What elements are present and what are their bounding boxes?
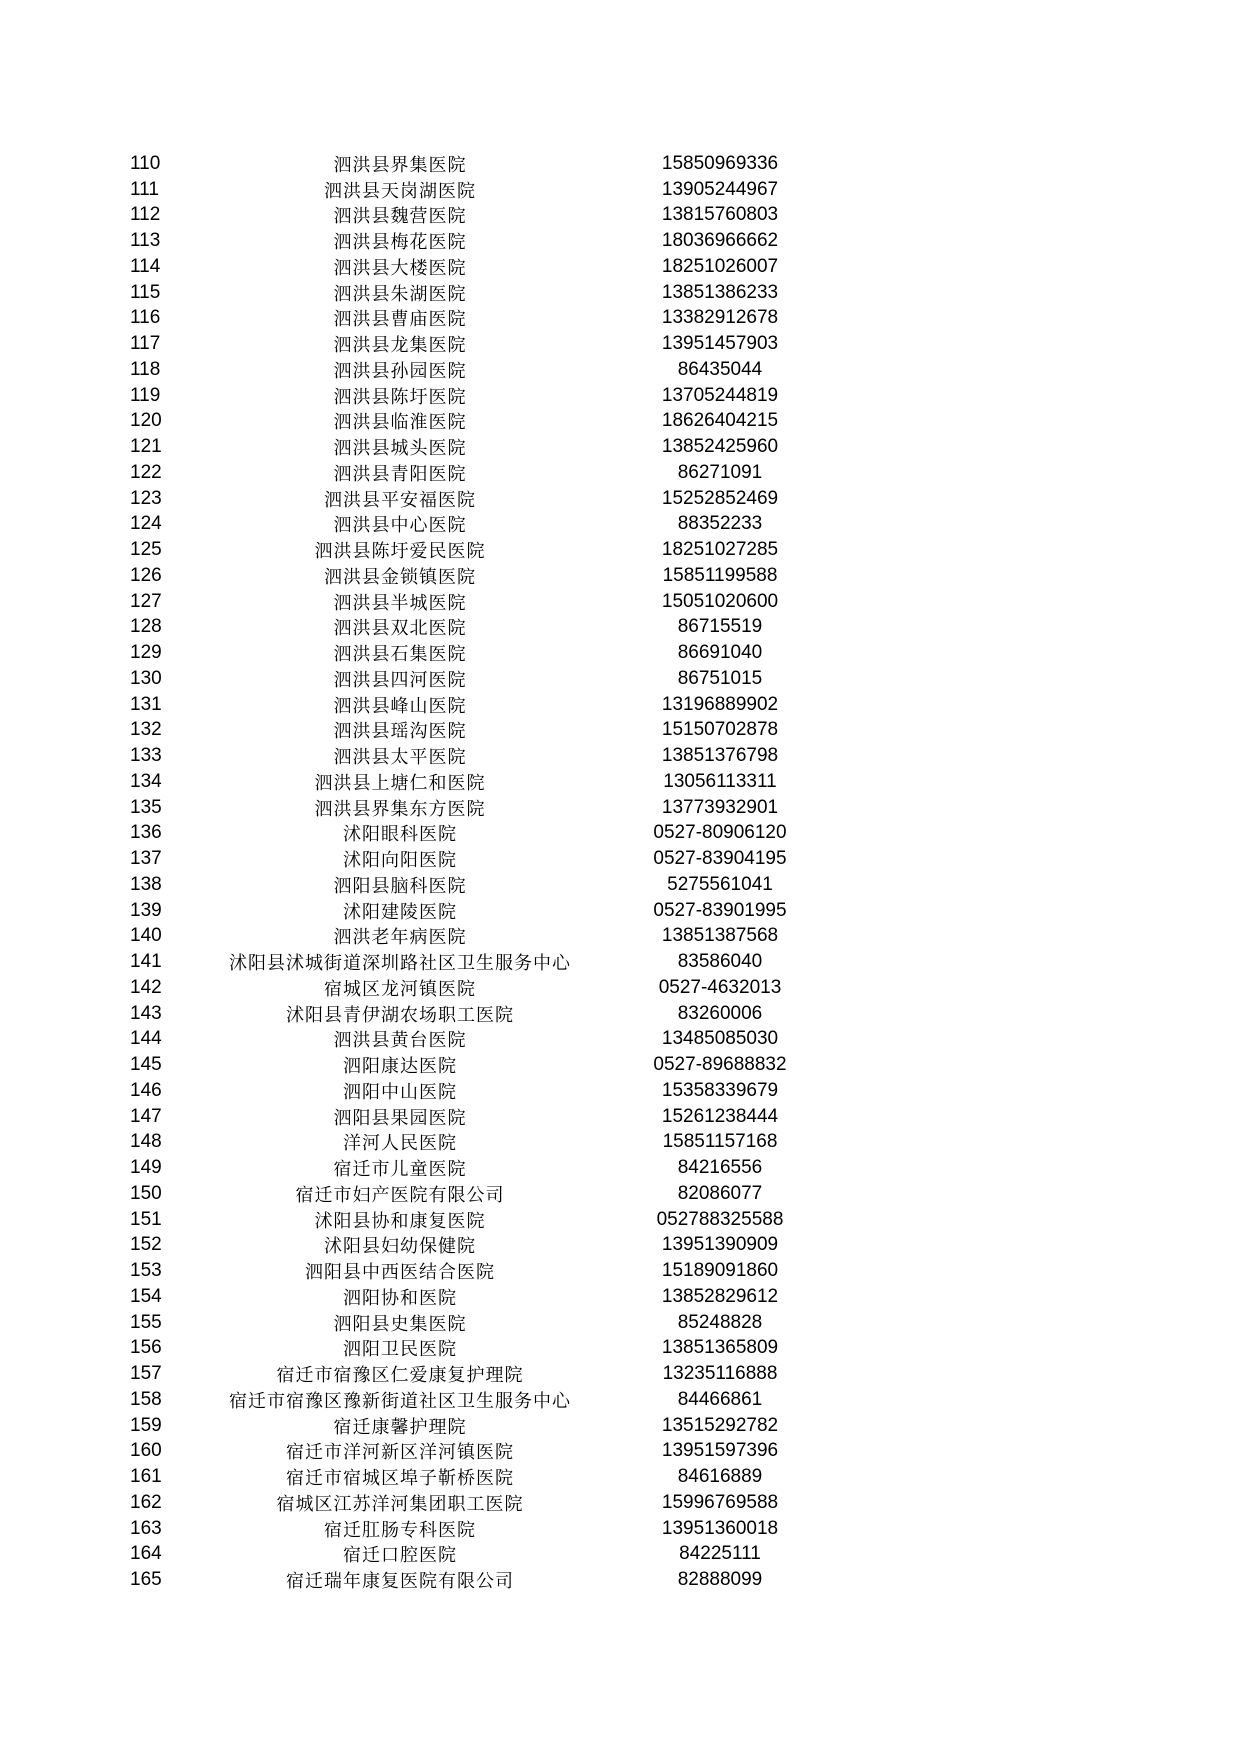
row-number: 140 xyxy=(130,925,162,947)
phone-number: 13056113311 xyxy=(663,770,777,792)
row-number: 153 xyxy=(130,1260,162,1282)
table-row xyxy=(130,1310,850,1336)
phone-number: 15850969336 xyxy=(661,152,779,174)
table-row xyxy=(130,949,850,975)
phone-number: 0527-89688832 xyxy=(653,1054,787,1076)
phone-number: 13515292782 xyxy=(661,1414,779,1436)
row-number: 155 xyxy=(130,1311,162,1333)
table-row xyxy=(130,975,850,1001)
hospital-name: 泗洪县曹庙医院 xyxy=(333,309,467,331)
row-number: 113 xyxy=(130,230,161,252)
row-number: 115 xyxy=(130,281,161,303)
phone-number: 13485085030 xyxy=(661,1028,779,1050)
phone-number: 13905244967 xyxy=(661,178,779,200)
row-number: 154 xyxy=(130,1285,162,1307)
phone-number: 18036966662 xyxy=(661,230,779,252)
phone-number: 83260006 xyxy=(677,1002,763,1024)
row-number: 125 xyxy=(130,539,162,561)
phone-number: 15358339679 xyxy=(661,1079,779,1101)
table-row xyxy=(130,718,850,744)
table-row xyxy=(130,1130,850,1156)
phone-number: 82888099 xyxy=(677,1569,763,1591)
table-row xyxy=(130,743,850,769)
phone-number: 18251027285 xyxy=(661,539,779,561)
hospital-name: 泗洪县界集医院 xyxy=(333,154,467,176)
hospital-name: 泗阳协和医院 xyxy=(343,1287,457,1309)
hospital-name: 宿迁市宿城区埠子靳桥医院 xyxy=(286,1468,514,1490)
hospital-name: 泗洪县太平医院 xyxy=(333,747,467,769)
hospital-name: 泗阳中山医院 xyxy=(343,1081,457,1103)
phone-number: 15851199588 xyxy=(662,564,778,586)
table-row xyxy=(130,203,850,229)
hospital-name: 洋河人民医院 xyxy=(343,1133,457,1155)
phone-number: 13773932901 xyxy=(661,796,779,818)
table-row xyxy=(130,846,850,872)
table-row xyxy=(130,1078,850,1104)
row-number: 126 xyxy=(130,564,162,586)
row-number: 160 xyxy=(130,1440,162,1462)
table-row xyxy=(130,1413,850,1439)
hospital-name: 宿迁口腔医院 xyxy=(343,1545,457,1567)
hospital-name: 沭阳向阳医院 xyxy=(343,850,457,872)
row-number: 144 xyxy=(130,1028,162,1050)
hospital-name: 泗洪县大楼医院 xyxy=(333,257,467,279)
row-number: 161 xyxy=(130,1466,162,1488)
table-row xyxy=(130,821,850,847)
hospital-name: 宿迁市儿童医院 xyxy=(333,1159,467,1181)
row-number: 114 xyxy=(130,255,161,277)
hospital-name: 宿迁康馨护理院 xyxy=(333,1416,467,1438)
row-number: 133 xyxy=(130,745,162,767)
row-number: 158 xyxy=(130,1388,162,1410)
table-row xyxy=(130,434,850,460)
table-row xyxy=(130,1233,850,1259)
table-row xyxy=(130,1464,850,1490)
phone-number: 0527-80906120 xyxy=(653,822,787,844)
hospital-name: 宿迁市宿豫区仁爱康复护理院 xyxy=(276,1365,524,1387)
row-number: 122 xyxy=(130,461,162,483)
table-row xyxy=(130,357,850,383)
row-number: 143 xyxy=(130,1002,162,1024)
hospital-name: 泗洪县峰山医院 xyxy=(333,695,467,717)
row-number: 112 xyxy=(130,204,161,226)
hospital-name: 泗洪县龙集医院 xyxy=(333,335,467,357)
row-number: 123 xyxy=(130,487,162,509)
phone-number: 15150702878 xyxy=(661,719,779,741)
phone-number: 13852425960 xyxy=(661,436,779,458)
hospital-name: 泗洪县青阳医院 xyxy=(333,463,467,485)
row-number: 117 xyxy=(130,333,161,355)
table-row xyxy=(130,1542,850,1568)
hospital-name: 泗洪县上塘仁和医院 xyxy=(314,772,486,794)
table-row xyxy=(130,383,850,409)
hospital-name: 泗洪县魏营医院 xyxy=(333,206,467,228)
table-row xyxy=(130,666,850,692)
table-row xyxy=(130,589,850,615)
row-number: 146 xyxy=(130,1079,162,1101)
row-number: 142 xyxy=(130,976,162,998)
table-row xyxy=(130,1181,850,1207)
phone-number: 13851376798 xyxy=(661,745,779,767)
table-row xyxy=(130,795,850,821)
hospital-name: 泗洪县陈圩医院 xyxy=(333,386,467,408)
row-number: 150 xyxy=(130,1182,162,1204)
phone-number: 88352233 xyxy=(677,513,763,535)
table-row xyxy=(130,151,850,177)
table-row xyxy=(130,1361,850,1387)
phone-number: 052788325588 xyxy=(656,1208,784,1230)
hospital-name: 泗洪县城头医院 xyxy=(333,438,467,460)
phone-number: 5275561041 xyxy=(667,873,773,895)
hospital-name: 泗洪县梅花医院 xyxy=(333,232,467,254)
phone-number: 13382912678 xyxy=(661,307,779,329)
phone-number: 13815760803 xyxy=(661,204,779,226)
row-number: 137 xyxy=(130,848,162,870)
table-row xyxy=(130,254,850,280)
phone-number: 13851386233 xyxy=(661,281,779,303)
table-row xyxy=(130,537,850,563)
row-number: 116 xyxy=(130,307,161,329)
hospital-name: 沭阳眼科医院 xyxy=(343,824,457,846)
hospital-name: 沭阳县协和康复医院 xyxy=(314,1210,486,1232)
phone-number: 86271091 xyxy=(677,461,763,483)
row-number: 121 xyxy=(130,436,162,458)
table-row xyxy=(130,460,850,486)
phone-number: 84466861 xyxy=(677,1388,763,1410)
phone-number: 86691040 xyxy=(677,642,763,664)
phone-number: 84216556 xyxy=(677,1157,763,1179)
table-row xyxy=(130,563,850,589)
row-number: 149 xyxy=(130,1157,162,1179)
table-row xyxy=(130,1207,850,1233)
table-row xyxy=(130,1516,850,1542)
table-row xyxy=(130,331,850,357)
hospital-name: 宿迁瑞年康复医院有限公司 xyxy=(286,1571,514,1593)
hospital-name: 泗阳康达医院 xyxy=(343,1056,457,1078)
row-number: 129 xyxy=(130,642,162,664)
table-row xyxy=(130,1104,850,1130)
table-row xyxy=(130,1567,850,1593)
hospital-name: 沭阳县青伊湖农场职工医院 xyxy=(286,1004,514,1026)
phone-number: 13235116888 xyxy=(662,1363,778,1385)
table-row xyxy=(130,872,850,898)
row-number: 165 xyxy=(130,1569,162,1591)
row-number: 163 xyxy=(130,1517,162,1539)
phone-number: 86715519 xyxy=(677,616,763,638)
row-number: 152 xyxy=(130,1234,162,1256)
phone-number: 15051020600 xyxy=(661,590,779,612)
hospital-name: 泗洪县瑶沟医院 xyxy=(333,721,467,743)
row-number: 127 xyxy=(130,590,162,612)
row-number: 157 xyxy=(130,1363,162,1385)
row-number: 156 xyxy=(130,1337,162,1359)
phone-number: 0527-4632013 xyxy=(658,976,782,998)
hospital-name: 宿迁市妇产医院有限公司 xyxy=(295,1184,505,1206)
row-number: 138 xyxy=(130,873,162,895)
phone-number: 13852829612 xyxy=(661,1285,779,1307)
row-number: 120 xyxy=(130,410,162,432)
hospital-name: 泗洪县双北医院 xyxy=(333,618,467,640)
table-row xyxy=(130,924,850,950)
row-number: 139 xyxy=(130,899,162,921)
table-row xyxy=(130,1001,850,1027)
table-row xyxy=(130,1052,850,1078)
phone-number: 84225111 xyxy=(679,1543,761,1565)
hospital-table xyxy=(130,151,850,1593)
row-number: 147 xyxy=(130,1105,162,1127)
row-number: 151 xyxy=(130,1208,162,1230)
hospital-name: 沭阳建陵医院 xyxy=(343,901,457,923)
table-row xyxy=(130,1284,850,1310)
hospital-name: 泗洪县半城医院 xyxy=(333,592,467,614)
hospital-name: 泗洪县临淮医院 xyxy=(333,412,467,434)
hospital-name: 沭阳县沭城街道深圳路社区卫生服务中心 xyxy=(229,953,571,975)
row-number: 130 xyxy=(130,667,162,689)
table-row xyxy=(130,1387,850,1413)
row-number: 136 xyxy=(130,822,162,844)
phone-number: 13851387568 xyxy=(661,925,779,947)
row-number: 132 xyxy=(130,719,162,741)
table-row xyxy=(130,769,850,795)
phone-number: 18251026007 xyxy=(661,255,779,277)
phone-number: 15996769588 xyxy=(661,1491,779,1513)
table-row xyxy=(130,898,850,924)
table-row xyxy=(130,640,850,666)
hospital-name: 宿迁肛肠专科医院 xyxy=(324,1519,476,1541)
phone-number: 84616889 xyxy=(677,1466,763,1488)
phone-number: 13851365809 xyxy=(661,1337,779,1359)
row-number: 135 xyxy=(130,796,162,818)
phone-number: 0527-83901995 xyxy=(653,899,787,921)
row-number: 141 xyxy=(130,951,162,973)
hospital-name: 泗阳卫民医院 xyxy=(343,1339,457,1361)
hospital-name: 泗阳县果园医院 xyxy=(333,1107,467,1129)
hospital-name: 泗洪老年病医院 xyxy=(333,927,467,949)
table-row xyxy=(130,280,850,306)
hospital-name: 宿迁市宿豫区豫新街道社区卫生服务中心 xyxy=(229,1390,571,1412)
phone-number: 85248828 xyxy=(677,1311,763,1333)
phone-number: 13951457903 xyxy=(661,333,779,355)
phone-number: 13951597396 xyxy=(661,1440,779,1462)
row-number: 162 xyxy=(130,1491,162,1513)
hospital-name: 宿城区江苏洋河集团职工医院 xyxy=(276,1493,524,1515)
table-row xyxy=(130,409,850,435)
row-number: 111 xyxy=(130,178,159,200)
row-number: 128 xyxy=(130,616,162,638)
row-number: 110 xyxy=(130,152,161,174)
hospital-name: 泗洪县陈圩爱民医院 xyxy=(314,541,486,563)
table-row xyxy=(130,306,850,332)
hospital-name: 泗洪县中心医院 xyxy=(333,515,467,537)
phone-number: 18626404215 xyxy=(661,410,779,432)
phone-number: 0527-83904195 xyxy=(653,848,787,870)
row-number: 134 xyxy=(130,770,162,792)
phone-number: 82086077 xyxy=(677,1182,763,1204)
hospital-name: 泗洪县黄台医院 xyxy=(333,1030,467,1052)
phone-number: 86751015 xyxy=(677,667,763,689)
table-row xyxy=(130,1439,850,1465)
table-row xyxy=(130,228,850,254)
phone-number: 15252852469 xyxy=(661,487,779,509)
table-row xyxy=(130,692,850,718)
hospital-name: 泗阳县史集医院 xyxy=(333,1313,467,1335)
phone-number: 86435044 xyxy=(677,358,763,380)
hospital-name: 泗洪县平安福医院 xyxy=(324,489,476,511)
hospital-name: 泗洪县石集医院 xyxy=(333,644,467,666)
hospital-name: 泗阳县中西医结合医院 xyxy=(305,1262,495,1284)
phone-number: 15189091860 xyxy=(661,1260,779,1282)
hospital-name: 泗洪县金锁镇医院 xyxy=(324,566,476,588)
hospital-name: 沭阳县妇幼保健院 xyxy=(324,1236,476,1258)
table-row xyxy=(130,615,850,641)
phone-number: 15261238444 xyxy=(661,1105,779,1127)
row-number: 145 xyxy=(130,1054,162,1076)
phone-number: 13196889902 xyxy=(661,693,779,715)
hospital-name: 泗洪县孙园医院 xyxy=(333,360,467,382)
table-row xyxy=(130,1258,850,1284)
row-number: 164 xyxy=(130,1543,162,1565)
hospital-name: 泗洪县天岗湖医院 xyxy=(324,180,476,202)
row-number: 148 xyxy=(130,1131,162,1153)
hospital-name: 泗阳县脑科医院 xyxy=(333,875,467,897)
hospital-name: 宿迁市洋河新区洋河镇医院 xyxy=(286,1442,514,1464)
table-row xyxy=(130,1155,850,1181)
phone-number: 13951390909 xyxy=(661,1234,779,1256)
row-number: 119 xyxy=(130,384,161,406)
hospital-name: 宿城区龙河镇医院 xyxy=(324,978,476,1000)
phone-number: 13705244819 xyxy=(661,384,779,406)
phone-number: 13951360018 xyxy=(661,1517,779,1539)
table-row xyxy=(130,1336,850,1362)
table-row xyxy=(130,1490,850,1516)
table-row xyxy=(130,1027,850,1053)
phone-number: 15851157168 xyxy=(662,1131,778,1153)
hospital-name: 泗洪县朱湖医院 xyxy=(333,283,467,305)
row-number: 131 xyxy=(130,693,162,715)
table-row xyxy=(130,177,850,203)
table-row xyxy=(130,486,850,512)
table-row xyxy=(130,512,850,538)
row-number: 118 xyxy=(130,358,161,380)
phone-number: 83586040 xyxy=(677,951,763,973)
hospital-name: 泗洪县四河医院 xyxy=(333,669,467,691)
hospital-name: 泗洪县界集东方医院 xyxy=(314,798,486,820)
row-number: 124 xyxy=(130,513,162,535)
row-number: 159 xyxy=(130,1414,162,1436)
